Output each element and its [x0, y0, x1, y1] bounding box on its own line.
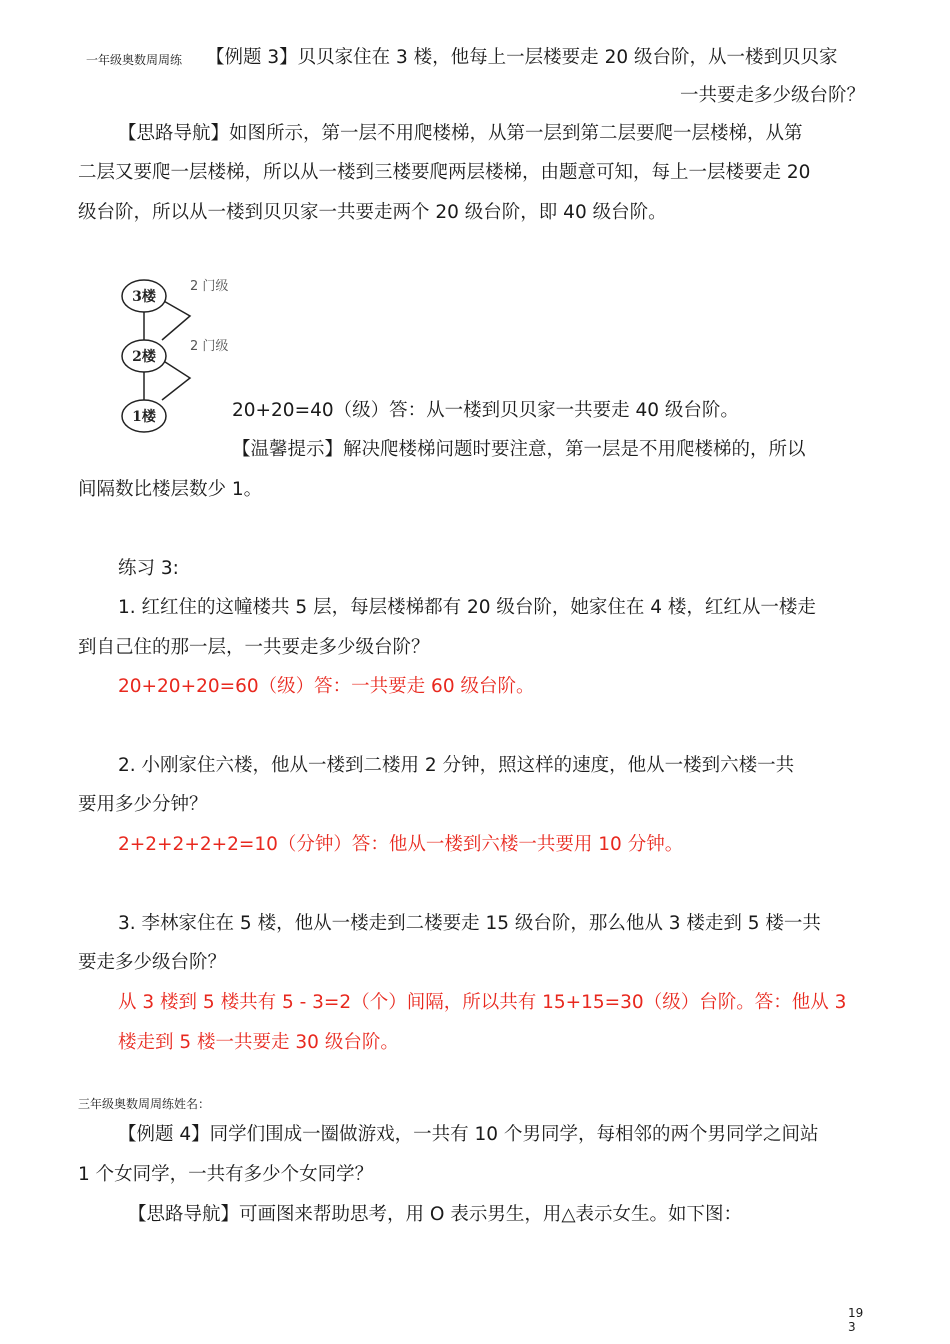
example-4-line1: 【例题 4】同学们围成一圈做游戏，一共有 10 个男同学，每相邻的两个男同学之间站 [118, 1124, 819, 1145]
answer-3: 20+20=40（级）答：从一楼到贝贝家一共要走 40 级台阶。 [232, 400, 739, 421]
q3-line2: 要走多少级台阶？ [78, 952, 227, 973]
example-3-line1: 【例题 3】贝贝家住在 3 楼，他每上一层楼要走 20 级台阶，从一楼到贝贝家 [206, 47, 838, 68]
q2-answer: 2+2+2+2+2=10（分钟）答：他从一楼到六楼一共要用 10 分钟。 [118, 834, 684, 855]
section-header: 三年级奥数周周练姓名： [78, 1097, 211, 1111]
hint-3-line2: 二层又要爬一层楼梯，所以从一楼到三楼要爬两层楼梯，由题意可知，每上一层楼要走 20 [78, 162, 811, 183]
step-label-top: 2 门级 [190, 279, 229, 294]
q2-line1: 2. 小刚家住六楼，他从一楼到二楼用 2 分钟，照这样的速度，他从一楼到六楼一共 [118, 755, 795, 776]
q3-answer-line1: 从 3 楼到 5 楼共有 5 - 3=2（个）间隔，所以共有 15+15=30（级）台阶。答：他从 3 [118, 992, 847, 1013]
step-wedge [162, 360, 190, 400]
q2-line2: 要用多少分钟？ [78, 794, 208, 815]
q1-line2: 到自己住的那一层，一共要走多少级台阶？ [78, 637, 430, 658]
q3-line1: 3. 李林家住在 5 楼，他从一楼走到二楼要走 15 级台阶，那么他从 3 楼走到 5 楼一共 [118, 913, 821, 934]
hint-3-line3: 级台阶，所以从一楼到贝贝家一共要走两个 20 级台阶，即 40 级台阶。 [78, 202, 667, 223]
example-3-line2: 一共要走多少级台阶？ [679, 85, 865, 106]
floor-3-label: 3楼 [132, 289, 156, 305]
hint-3-line1: 【思路导航】如图所示，第一层不用爬楼梯，从第一层到第二层要爬一层楼梯，从第 [118, 123, 803, 144]
header-prefix: 一年级奥数周周练 [86, 53, 183, 67]
q3-answer-line2: 楼走到 5 楼一共要走 30 级台阶。 [118, 1032, 399, 1053]
step-label-bottom: 2 门级 [190, 339, 229, 354]
step-wedge [162, 300, 190, 340]
floor-1-label: 1楼 [132, 409, 156, 425]
example-4-line2: 1 个女同学，一共有多少个女同学？ [78, 1164, 374, 1185]
tip-line2: 间隔数比楼层数少 1。 [78, 479, 263, 500]
tip-line1: 【温馨提示】解决爬楼梯问题时要注意，第一层是不用爬楼梯的，所以 [232, 439, 806, 460]
hint-4: 【思路导航】可画图来帮助思考，用 O 表示男生，用△表示女生。如下图： [128, 1204, 743, 1225]
page-number: 193 [848, 1306, 864, 1334]
q1-line1: 1. 红红住的这幢楼共 5 层，每层楼梯都有 20 级台阶，她家住在 4 楼，红红从一楼走 [118, 597, 816, 618]
floor-2-label: 2楼 [132, 349, 156, 365]
q1-answer: 20+20+20=60（级）答：一共要走 60 级台阶。 [118, 676, 535, 697]
practice-title: 练习 3: [118, 558, 179, 579]
